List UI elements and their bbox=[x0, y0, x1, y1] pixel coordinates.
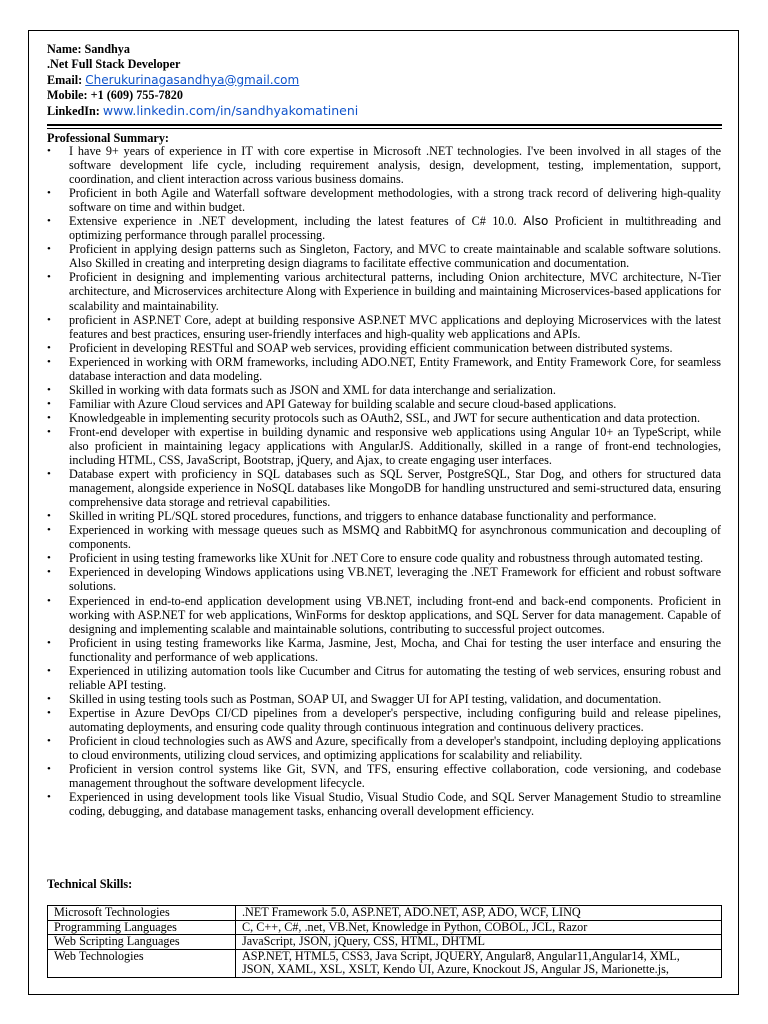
bullet-icon: • bbox=[47, 706, 51, 719]
skill-category: Microsoft Technologies bbox=[48, 906, 236, 921]
bullet-icon: • bbox=[47, 791, 51, 804]
summary-item: • Proficient in using testing frameworks like XUnit for .NET Core to ensure code quality and robustness through automated testing. bbox=[47, 551, 704, 566]
summary-item: • Experienced in end-to-end application development using VB.NET, including front-end and back-end components. Proficient in working with ASP.NET for web applications, WinForms for desktop applications, and SQL Server for data management. Capable of designing and implementing scalable and maintainable solutions, contributing to successful project outcomes. bbox=[47, 593, 721, 636]
skills-table bbox=[47, 905, 722, 978]
email-label: Email: bbox=[47, 72, 83, 87]
bullet-icon: • bbox=[47, 145, 51, 157]
summary-item: • Expertise in Azure DevOps CI/CD pipelines from a developer's perspective, including configuring build and release pipelines, automating deployments, and ensuring code quality through continuous integration and continuous delivery practices. bbox=[47, 705, 721, 734]
summary-item: • Proficient in version control systems like Git, SVN, and TFS, ensuring effective collaboration, code versioning, and codebase management throughout the software development lifecycle. bbox=[47, 762, 721, 791]
skills-heading: Technical Skills: bbox=[47, 877, 133, 891]
bullet-icon: • bbox=[47, 411, 51, 424]
table-row bbox=[48, 920, 722, 935]
summary-item: • I have 9+ years of experience in IT with core expertise in Microsoft .NET technologies. I've been involved in all stages of the software development life cycle, including requirement analysis, design, development, testing, implementation, support, coordination, and client interaction across various business domains. bbox=[47, 144, 721, 187]
bullet-icon: • bbox=[47, 692, 51, 705]
bullet-icon: • bbox=[47, 734, 51, 747]
summary-item: • Familiar with Azure Cloud services and API Gateway for building scalable and secure cloud-based applications. bbox=[47, 396, 617, 411]
table-row bbox=[48, 906, 722, 921]
bullet-icon: • bbox=[47, 524, 51, 537]
bullet-icon: • bbox=[47, 341, 51, 354]
skill-category: Web Technologies bbox=[48, 949, 236, 977]
bullet-icon: • bbox=[47, 383, 51, 396]
candidate-name: Name: Sandhya bbox=[47, 42, 130, 56]
summary-item: • Proficient in applying design patterns such as Singleton, Factory, and MVC to create maintainable and scalable software solutions. Also Skilled in creating and interpreting design diagrams to facilitate effective communication and documentation. bbox=[47, 242, 721, 271]
job-title: .Net Full Stack Developer bbox=[47, 57, 181, 72]
summary-item: • Experienced in working with message queues such as MSMQ and RabbitMQ for asynchronous communication and decoupling of components. bbox=[47, 523, 721, 552]
bullet-icon: • bbox=[47, 425, 51, 438]
bullet-icon: • bbox=[47, 510, 51, 523]
email-line bbox=[47, 73, 722, 88]
bullet-icon: • bbox=[47, 636, 51, 649]
summary-item: • Front-end developer with expertise in building dynamic and responsive web applications using Angular 10+ an TypeScript, while also proficient in maintaining legacy applications with AngularJS. Additionally, skilled in a range of front-end technologies, including HTML, CSS, JavaScript, Bootstrap, jQuery, and Ajax, to create engaging user interfaces. bbox=[47, 424, 721, 468]
linkedin-link[interactable]: www.linkedin.com/in/sandhyakomatineni bbox=[102, 103, 359, 119]
summary-item: • Experienced in utilizing automation tools like Cucumber and Citrus for automating the testing of web services, ensuring robust and reliable API testing. bbox=[47, 663, 721, 692]
mobile-line: Mobile: +1 (609) 755-7820 bbox=[47, 87, 183, 102]
summary-item: • Skilled in working with data formats such as JSON and XML for data interchange and serialization. bbox=[47, 382, 556, 397]
bullet-icon: • bbox=[47, 552, 51, 565]
skill-category: Programming Languages bbox=[48, 920, 236, 935]
bullet-icon: • bbox=[47, 355, 51, 368]
summary-list bbox=[47, 144, 721, 818]
email-link[interactable]: Cherukurinagasandhya@gmail.com bbox=[85, 72, 300, 87]
summary-heading: Professional Summary: bbox=[47, 131, 169, 145]
summary-item: • Proficient in cloud technologies such as AWS and Azure, specifically from a developer's standpoint, including deploying applications to cloud environments, utilizing cloud services, and optimizing applications for scalability and reliability. bbox=[47, 733, 721, 763]
table-row bbox=[48, 935, 722, 950]
summary-item: • Proficient in developing RESTful and SOAP web services, providing efficient communication between distributed systems. bbox=[47, 340, 673, 355]
header-divider-thick bbox=[47, 124, 722, 126]
summary-item: • Database expert with proficiency in SQL databases such as SQL Server, PostgreSQL, Star Dog, and others for structured data management, alongside experience in NoSQL databases like MongoDB for handling unstructured and semi-structured data, ensuring comprehensive data storage and retrieval capabilities. bbox=[47, 467, 721, 510]
summary-item: • Experienced in working with ORM frameworks, including ADO.NET, Entity Framework, and Entity Framework Core, for seamless database interaction and data modeling. bbox=[47, 354, 721, 383]
skill-category: Web Scripting Languages bbox=[48, 935, 236, 950]
bullet-icon: • bbox=[47, 313, 51, 326]
summary-item: • Skilled in using testing tools such as Postman, SOAP UI, and Swagger UI for API testing, validation, and documentation. bbox=[47, 691, 662, 706]
skill-value: .NET Framework 5.0, ASP.NET, ADO.NET, ASP, ADO, WCF, LINQ bbox=[236, 906, 722, 921]
linkedin-line bbox=[47, 103, 722, 119]
bullet-icon: • bbox=[47, 566, 51, 579]
linkedin-label: LinkedIn: bbox=[47, 104, 100, 119]
bullet-icon: • bbox=[47, 187, 51, 200]
bullet-icon: • bbox=[47, 243, 51, 256]
skill-value: JavaScript, JSON, jQuery, CSS, HTML, DHTML bbox=[236, 935, 722, 950]
skill-value: ASP.NET, HTML5, CSS3, Java Script, JQUERY, Angular8, Angular11,Angular14, XML, JSON, XAML, XSL, XSLT, Kendo UI, Azure, Knockout JS, Angular JS, Marionette.js, bbox=[236, 949, 722, 977]
summary-item: • Knowledgeable in implementing security protocols such as OAuth2, SSL, and JWT for secure authentication and data protection. bbox=[47, 410, 700, 425]
summary-item: • Extensive experience in .NET development, including the latest features of C# 10.0. Also Proficient in multithreading and optimizing performance through parallel processing. bbox=[47, 214, 722, 243]
summary-item-also: Also bbox=[523, 214, 549, 229]
bullet-icon: • bbox=[47, 664, 51, 677]
bullet-icon: • bbox=[47, 397, 51, 410]
bullet-icon: • bbox=[47, 763, 51, 776]
summary-item: • Proficient in both Agile and Waterfall software development methodologies, with a strong track record of delivering high-quality software on time and within budget. bbox=[47, 186, 721, 215]
summary-item: • Proficient in designing and implementing various architectural patterns, including Onion architecture, MVC architecture, N-Tier architecture, and Microservices architecture Along with Experience in building and maintaining Microservices-based applications for scalability and maintainability. bbox=[47, 270, 721, 313]
summary-item: • Experienced in using development tools like Visual Studio, Visual Studio Code, and SQL Server Management Studio to streamline coding, debugging, and database management tasks, enhancing overall development efficiency. bbox=[47, 790, 721, 819]
summary-item: • Skilled in writing PL/SQL stored procedures, functions, and triggers to enhance database functionality and performance. bbox=[47, 509, 657, 524]
table-row bbox=[48, 949, 722, 977]
bullet-icon: • bbox=[47, 594, 51, 607]
bullet-icon: • bbox=[47, 215, 51, 228]
resume-header bbox=[47, 42, 722, 119]
bullet-icon: • bbox=[47, 468, 51, 481]
skill-value: C, C++, C#, .net, VB.Net, Knowledge in Python, COBOL, JCL, Razor bbox=[236, 920, 722, 935]
header-divider-thin bbox=[47, 128, 722, 129]
summary-item: • proficient in ASP.NET Core, adept at building responsive ASP.NET MVC applications and deploying Microservices with the latest features and best practices, ensuring user-friendly interfaces and high-quality web applications and APIs. bbox=[47, 312, 721, 341]
bullet-icon: • bbox=[47, 271, 51, 284]
summary-item: • Experienced in developing Windows applications using VB.NET, leveraging the .NET Framework for efficient and robust software solutions. bbox=[47, 565, 721, 594]
summary-item: • Proficient in using testing frameworks like Karma, Jasmine, Jest, Mocha, and Chai for testing the user interface and ensuring the functionality and performance of web applications. bbox=[47, 635, 721, 664]
